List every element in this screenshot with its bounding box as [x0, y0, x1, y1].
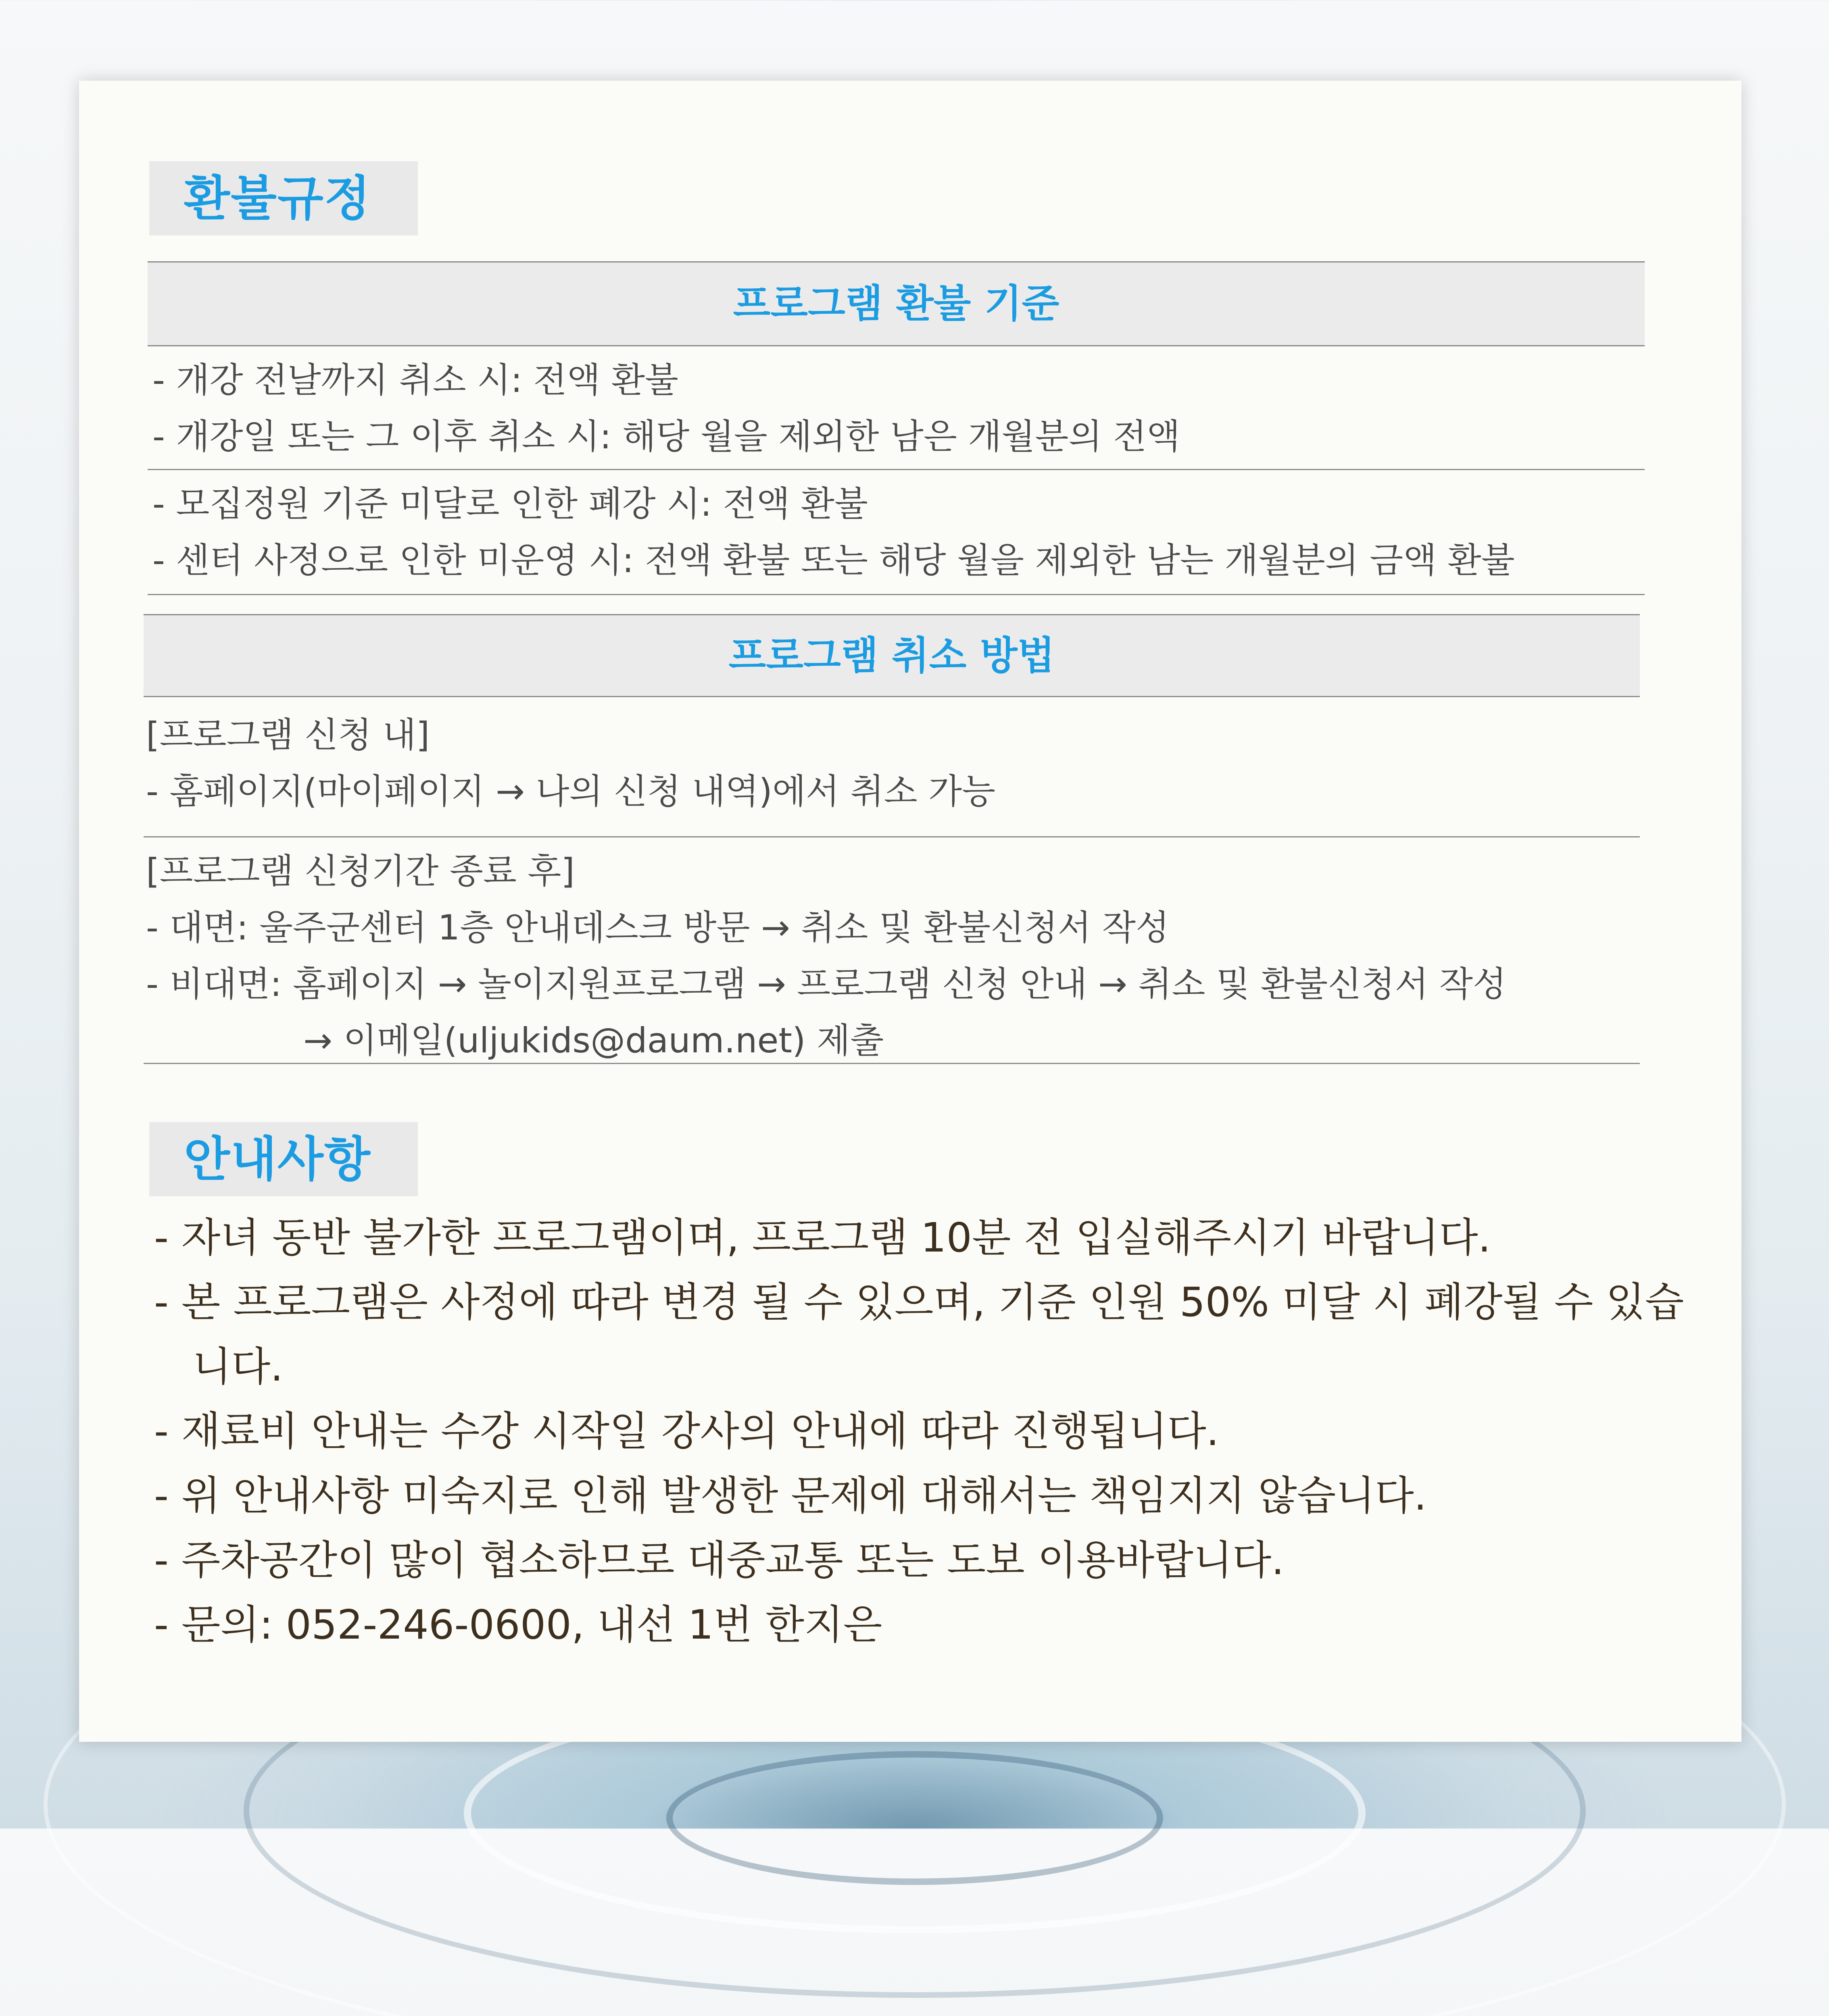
refund-section-title: 환불규정 [149, 161, 418, 235]
notice-item: - 자녀 동반 불가한 프로그램이며, 프로그램 10분 전 입실해주시기 바랍니다. [154, 1214, 1491, 1261]
refund-criteria-line: - 센터 사정으로 인한 미운영 시: 전액 환불 또는 해당 월을 제외한 남는 개월분의 금액 환불 [152, 540, 1515, 581]
notice-item: - 본 프로그램은 사정에 따라 변경 될 수 있으며, 기준 인원 50% 미달 시 폐강될 수 있습니다. [154, 1279, 1684, 1390]
water-ripple [666, 1751, 1163, 1885]
notice-item: - 재료비 안내는 수강 시작일 강사의 안내에 따라 진행됩니다. [154, 1408, 1219, 1455]
refund-criteria-header: 프로그램 환불 기준 [148, 261, 1645, 346]
notice-section-title: 안내사항 [149, 1122, 418, 1196]
refund-criteria-table [148, 261, 1645, 595]
refund-cancel-line: → 이메일(uljukids@daum.net) 제출 [303, 1020, 884, 1061]
notice-item: - 위 안내사항 미숙지로 인해 발생한 문제에 대해서는 책임지지 않습니다. [154, 1472, 1427, 1519]
refund-cancel-header: 프로그램 취소 방법 [144, 614, 1640, 697]
refund-cancel-table [144, 614, 1640, 1064]
info-card [79, 81, 1741, 1742]
refund-cancel-line: [프로그램 신청 내] [146, 715, 430, 755]
refund-criteria-line: - 모집정원 기준 미달로 인한 폐강 시: 전액 환불 [152, 484, 868, 524]
refund-cancel-line: - 대면: 울주군센터 1층 안내데스크 방문 → 취소 및 환불신청서 작성 [146, 908, 1170, 948]
refund-cancel-row [144, 697, 1640, 837]
refund-criteria-line: - 개강일 또는 그 이후 취소 시: 해당 월을 제외한 남은 개월분의 전액 [152, 417, 1180, 457]
refund-cancel-line: - 비대면: 홈페이지 → 놀이지원프로그램 → 프로그램 신청 안내 → 취소 및 환불신청서 작성 [146, 964, 1507, 1004]
refund-cancel-line: [프로그램 신청기간 종료 후] [146, 851, 575, 891]
refund-criteria-row [148, 470, 1645, 595]
refund-cancel-line: - 홈페이지(마이페이지 → 나의 신청 내역)에서 취소 가능 [146, 771, 996, 812]
refund-cancel-row [144, 837, 1640, 1064]
notice-item: - 문의: 052-246-0600, 내선 1번 한지은 [154, 1601, 882, 1648]
notice-item: - 주차공간이 많이 협소하므로 대중교통 또는 도보 이용바랍니다. [154, 1537, 1284, 1584]
notice-list [154, 1206, 1687, 1657]
refund-criteria-line: - 개강 전날까지 취소 시: 전액 환불 [152, 360, 679, 400]
refund-criteria-row [148, 346, 1645, 470]
